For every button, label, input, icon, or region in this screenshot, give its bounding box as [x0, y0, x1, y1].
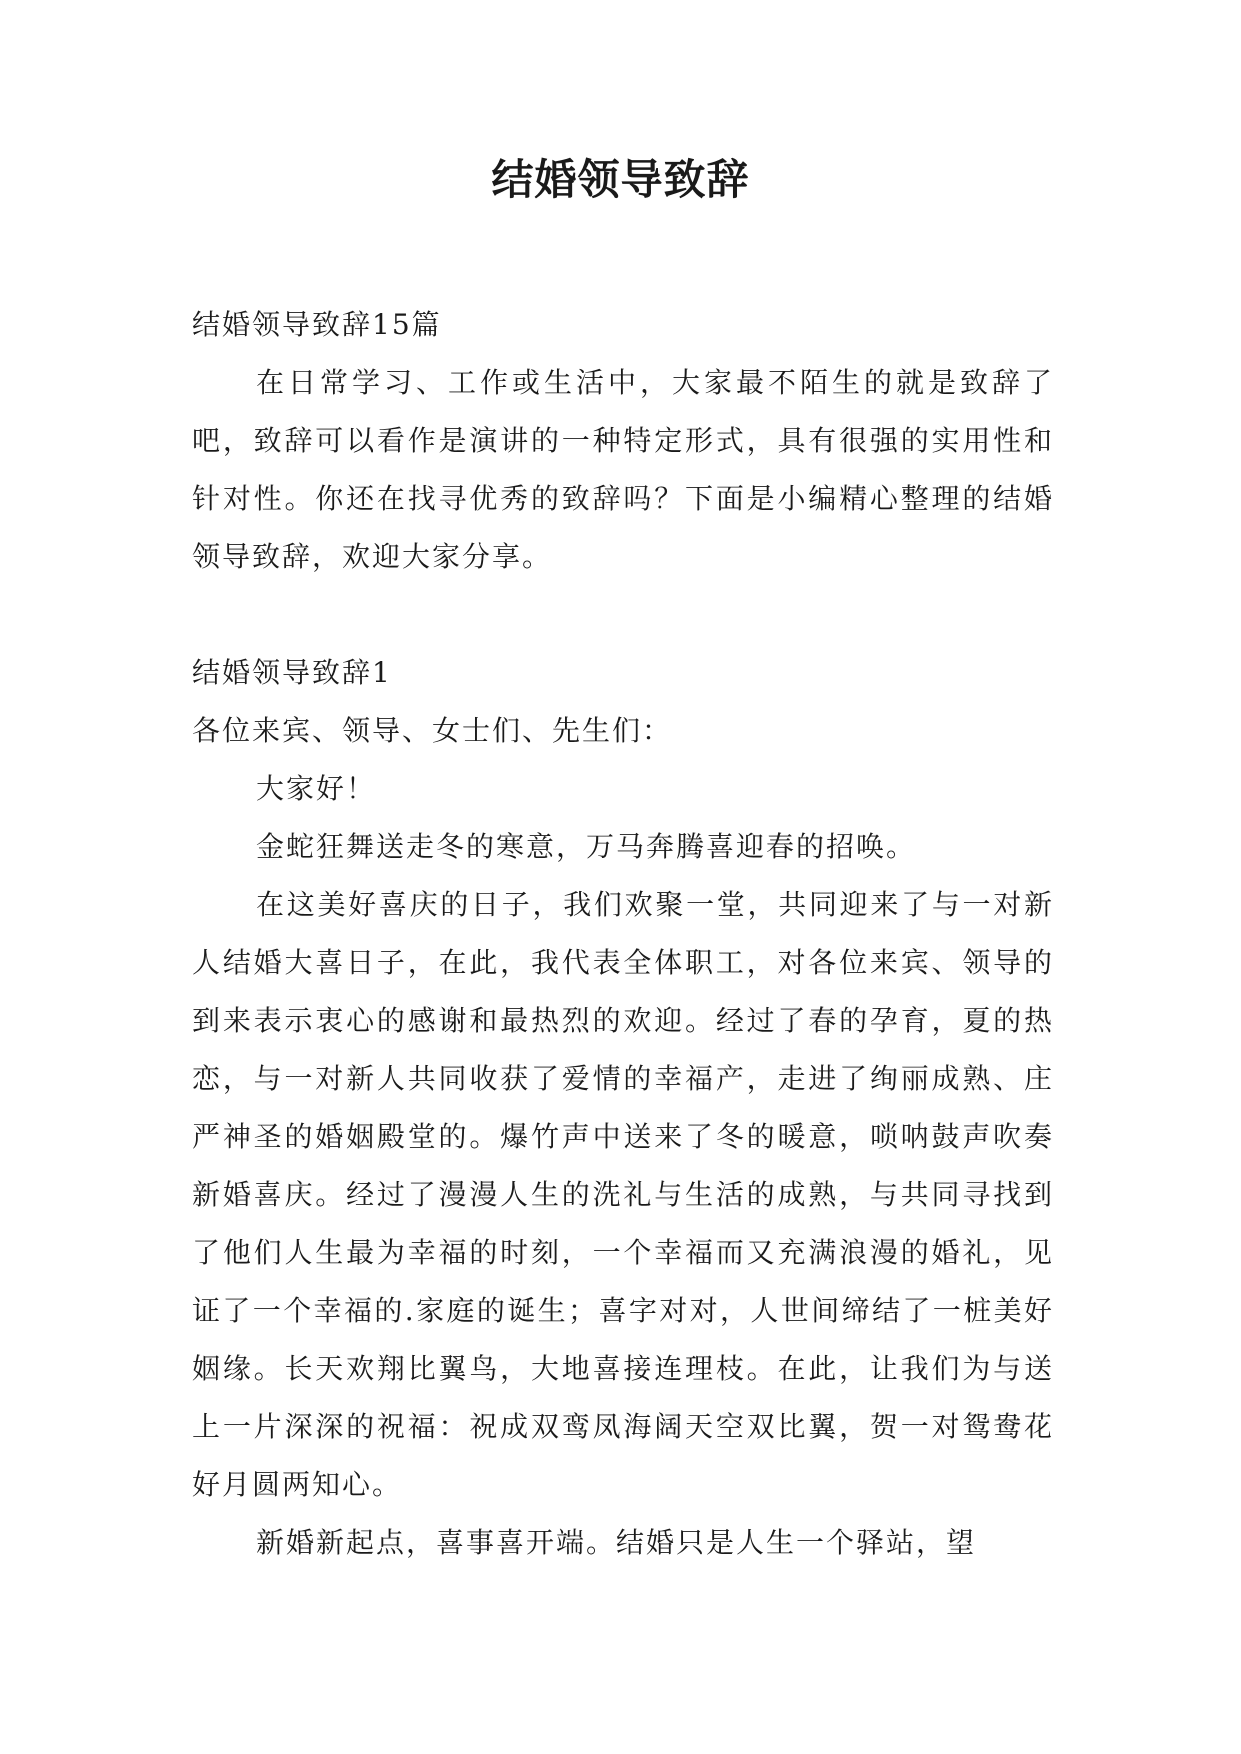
- body-paragraph: 在这美好喜庆的日子，我们欢聚一堂，共同迎来了与一对新人结婚大喜日子，在此，我代表全体职工，对各位来宾、领导的到来表示衷心的感谢和最热烈的欢迎。经过了春的孕育，夏的热恋，与一对新人共同收获了爱情的幸福产，走进了绚丽成熟、庄严神圣的婚姻殿堂的。爆竹声中送来了冬的暖意，唢呐鼓声吹奏新婚喜庆。经过了漫漫人生的洗礼与生活的成熟，与共同寻找到了他们人生最为幸福的时刻，一个幸福而又充满浪漫的婚礼，见证了一个幸福的.家庭的诞生；喜字对对，人世间缔结了一桩美好姻缘。长天欢翔比翼鸟，大地喜接连理枝。在此，让我们为与送上一片深深的祝福：祝成双鸾凤海阔天空双比翼，贺一对鸳鸯花好月圆两知心。: [192, 888, 1054, 1501]
- document-subtitle: 结婚领导致辞15篇: [192, 308, 442, 341]
- document-title: 结婚领导致辞: [491, 155, 750, 204]
- section-heading: 结婚领导致辞1: [192, 656, 392, 689]
- greeting: 大家好！: [256, 772, 377, 805]
- section-spacer: [192, 586, 1054, 644]
- body-paragraph: 金蛇狂舞送走冬的寒意，万马奔腾喜迎春的招唤。: [256, 830, 917, 863]
- body-paragraph: 新婚新起点，喜事喜开端。结婚只是人生一个驿站，望: [256, 1526, 977, 1559]
- document-body: [192, 296, 1054, 1572]
- intro-paragraph: 在日常学习、工作或生活中，大家最不陌生的就是致辞了吧，致辞可以看作是演讲的一种特定形式，具有很强的实用性和针对性。你还在找寻优秀的致辞吗？下面是小编精心整理的结婚领导致辞，欢迎大家分享。: [192, 366, 1054, 573]
- salutation: 各位来宾、领导、女士们、先生们：: [192, 714, 673, 747]
